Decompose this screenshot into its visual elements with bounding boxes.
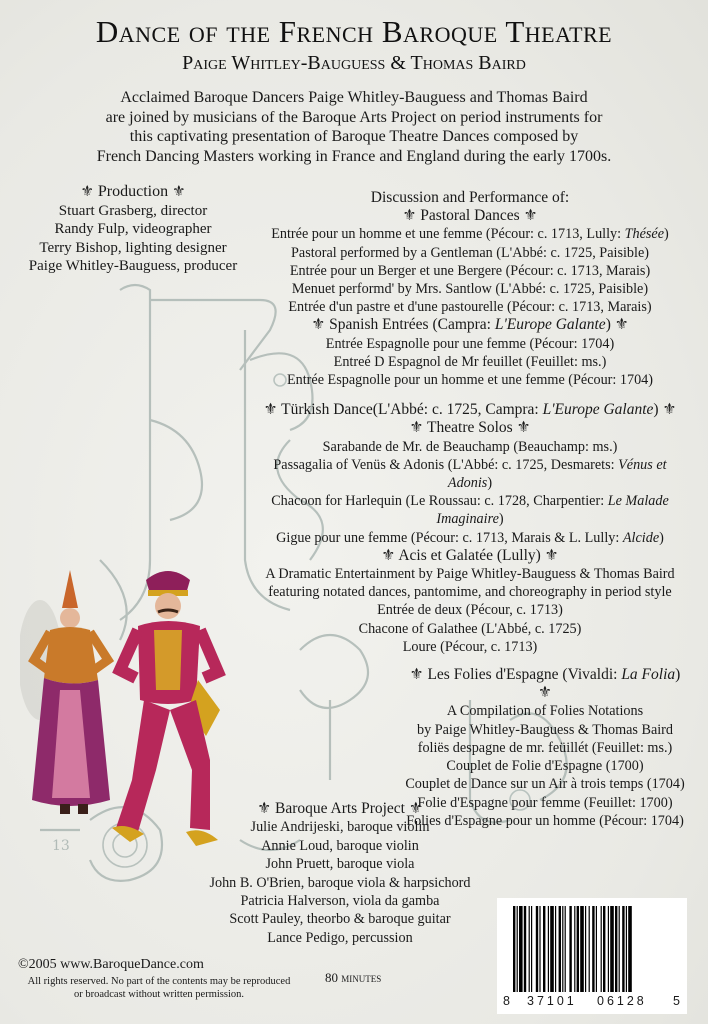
line-close: ): [675, 666, 681, 684]
pastoral-heading-label: Pastoral Dances: [420, 207, 520, 225]
program-line: Entrée Espagnolle pour une femme (Pécour: 1704): [325, 335, 615, 352]
barcode-digit: 8: [503, 994, 510, 1008]
program-line: A Dramatic Entertainment by Paige Whitley-Bauguess & Thomas Baird: [265, 566, 675, 583]
barcode-bar: [628, 906, 632, 992]
turkish-heading-label: Türkish Dance(L'Abbé: c. 1725, Campra:: [281, 401, 543, 419]
work-title: La Folia: [621, 666, 676, 684]
program-line: Pastoral performed by a Gentleman (L'Abbé: c. 1725, Paisible): [291, 244, 649, 261]
folies-heading: [255, 666, 685, 702]
program-line: Couplet de Dance sur un Air à trois temps (1704): [405, 776, 685, 793]
line-close: ): [498, 511, 504, 528]
barcode-bar: [626, 906, 627, 992]
credit-line: Terry Bishop, lighting designer: [39, 239, 227, 256]
line-text: Passagalia of Venüs & Adonis (L'Abbé: c. 1725, Desmarets:: [273, 456, 619, 473]
line-text: Entrée pour un homme et une femme (Pécour: c. 1713, Lully:: [271, 226, 625, 243]
fleur-de-lis-icon: ⚜: [80, 184, 94, 200]
fleur-de-lis-icon: ⚜: [311, 316, 326, 334]
production-credits: [18, 183, 248, 276]
copyright-website: ©2005 www.BaroqueDance.com: [18, 957, 204, 972]
line-close: ): [653, 401, 659, 419]
fleur-de-lis-icon: ⚜: [614, 316, 629, 334]
program-line: [255, 225, 685, 243]
spanish-heading: [255, 316, 685, 334]
program-line: foliës despagne de mr. feüillét (Feuillet: ms.): [417, 739, 673, 756]
barcode-bar: [610, 906, 614, 992]
work-title: L'Europe Galante: [494, 316, 606, 334]
barcode-bar: [548, 906, 549, 992]
musician-line: Annie Loud, baroque violin: [261, 837, 419, 854]
barcode-bar: [569, 906, 571, 992]
barcode-bar: [562, 906, 563, 992]
barcode-bars: [511, 906, 673, 992]
barcode-bar: [536, 906, 538, 992]
program-line: [255, 529, 685, 547]
bap-heading: [160, 800, 520, 818]
barcode-bar: [589, 906, 590, 992]
barcode-bar: [608, 906, 609, 992]
svg-text:13: 13: [52, 838, 70, 854]
intro-line: this captivating presentation of Baroque Theatre Dances composed by: [129, 128, 579, 145]
musician-line: Julie Andrijeski, baroque violin: [250, 819, 430, 836]
barcode-bar: [622, 906, 624, 992]
program-line: [255, 456, 685, 492]
solos-heading-label: Theatre Solos: [427, 419, 513, 437]
acis-heading-label: Acis et Galatée (Lully): [398, 546, 541, 564]
barcode-bar: [565, 906, 566, 992]
intro-paragraph: [60, 88, 648, 166]
intro-line: Acclaimed Baroque Dancers Paige Whitley-Bauguess and Thomas Baird: [120, 89, 588, 106]
barcode-bar: [550, 906, 554, 992]
program-line: Chacone of Galathee (L'Abbé, c. 1725): [358, 620, 582, 637]
production-heading-label: Production: [97, 183, 169, 200]
folies-heading-label: Les Folies d'Espagne (Vivaldi:: [427, 666, 622, 684]
musician-line: John B. O'Brien, baroque viola & harpsichord: [209, 874, 471, 891]
program-line: featuring notated dances, pantomime, and choreography in period style: [268, 584, 672, 601]
program-line: Menuet performd' by Mrs. Santlow (L'Abbé: c. 1725, Paisible): [291, 281, 649, 298]
barcode-bar: [603, 906, 605, 992]
barcode-digit-group: 06128: [597, 994, 647, 1008]
fleur-de-lis-icon: ⚜: [516, 419, 531, 437]
upc-barcode: [497, 898, 687, 1014]
page-title: Dance of the French Baroque Theatre: [95, 14, 613, 49]
barcode-bar: [619, 906, 620, 992]
musician-line: Lance Pedigo, percussion: [267, 929, 413, 946]
barcode-bar: [592, 906, 594, 992]
work-title: L'Europe Galante: [542, 401, 654, 419]
fleur-de-lis-icon: ⚜: [408, 800, 423, 817]
barcode-bar: [596, 906, 597, 992]
barcode-bar: [513, 906, 515, 992]
fleur-de-lis-icon: ⚜: [538, 684, 552, 702]
work-title: Alcide: [622, 529, 660, 546]
program-line: Entrée Espagnolle pour un homme et une femme (Pécour: 1704): [286, 372, 653, 389]
baroque-arts-project: [160, 800, 520, 947]
program-intro: Discussion and Performance of:: [370, 189, 570, 206]
fleur-de-lis-icon: ⚜: [402, 207, 417, 225]
barcode-bar: [531, 906, 532, 992]
fleur-de-lis-icon: ⚜: [263, 401, 278, 419]
barcode-bar: [524, 906, 526, 992]
barcode-bar: [539, 906, 540, 992]
program-line: A Compilation of Folies Notations: [446, 703, 644, 720]
production-heading: [18, 183, 248, 202]
program-listing: [255, 189, 685, 830]
program-line: Entrée pour un Berger et une Bergere (Pécour: c. 1713, Marais): [289, 262, 651, 279]
intro-line: are joined by musicians of the Baroque Arts Project on period instruments for: [105, 108, 603, 126]
line-close: ): [605, 316, 611, 334]
line-text: Gigue pour une femme (Pécour: c. 1713, Marais & L. Lully:: [276, 529, 623, 546]
work-title: Thésée: [624, 226, 665, 243]
fleur-de-lis-icon: ⚜: [523, 207, 538, 225]
barcode-bar: [529, 906, 530, 992]
intro-line: French Dancing Masters working in France and England during the early 1700s.: [96, 147, 612, 165]
program-line: Sarabande de Mr. de Beauchamp (Beauchamp: ms.): [322, 438, 618, 455]
barcode-bar: [555, 906, 556, 992]
program-line: Entrée d'un pastre et d'une pastourelle (Pécour: c. 1713, Marais): [288, 299, 652, 316]
barcode-bar: [574, 906, 575, 992]
credit-line: Randy Fulp, videographer: [54, 221, 212, 237]
barcode-bar: [577, 906, 579, 992]
barcode-bar: [580, 906, 584, 992]
line-close: ): [487, 475, 493, 492]
fleur-de-lis-icon: ⚜: [409, 419, 424, 437]
line-text: Chacoon for Harlequin (Le Roussau: c. 1728, Charpentier:: [271, 493, 608, 510]
fleur-de-lis-icon: ⚜: [409, 666, 424, 684]
musician-line: Patricia Halverson, viola da gamba: [240, 893, 440, 910]
credit-line: Paige Whitley-Bauguess, producer: [28, 258, 238, 274]
runtime-label: 80 minutes: [325, 970, 382, 985]
pastoral-heading: [255, 207, 685, 225]
bap-heading-label: Baroque Arts Project: [274, 800, 405, 817]
program-line: Entrée de deux (Pécour, c. 1713): [377, 602, 563, 619]
barcode-bar: [543, 906, 545, 992]
fleur-de-lis-icon: ⚜: [381, 546, 396, 564]
fleur-de-lis-icon: ⚜: [544, 546, 559, 564]
fleur-de-lis-icon: ⚜: [172, 184, 186, 200]
barcode-digit-group: 37101: [527, 994, 577, 1008]
musician-line: Scott Pauley, theorbo & baroque guitar: [229, 911, 451, 928]
work-title: Le Malade Imaginaire: [436, 493, 669, 528]
acis-heading: [255, 547, 685, 565]
program-line: by Paige Whitley-Bauguess & Thomas Baird: [417, 721, 673, 738]
barcode-bar: [615, 906, 617, 992]
barcode-digit: 5: [673, 994, 680, 1008]
line-close: ): [664, 226, 669, 243]
solos-heading: [255, 419, 685, 437]
fleur-de-lis-icon: ⚜: [257, 800, 272, 817]
barcode-bar: [519, 906, 523, 992]
musician-line: John Pruett, baroque viola: [265, 856, 415, 873]
program-line: [255, 492, 685, 528]
program-line: Entreé D Espagnol de Mr feuillet (Feuillet: ms.): [333, 353, 607, 370]
program-line: Folies d'Espagne pour un homme (Pécour: 1704): [406, 812, 684, 829]
program-line: Folie d'Espagne pour femme (Feuillet: 1700): [417, 794, 673, 811]
spanish-heading-label: Spanish Entrées (Campra:: [329, 316, 495, 334]
barcode-bar: [517, 906, 518, 992]
barcode-bar: [559, 906, 561, 992]
performers-subtitle: Paige Whitley-Bauguess & Thomas Baird: [182, 52, 526, 74]
fleur-de-lis-icon: ⚜: [662, 401, 677, 419]
work-title: Vénus et Adonis: [447, 456, 667, 492]
program-line: Loure (Pécour, c. 1713): [402, 638, 538, 655]
program-line: Couplet de Folie d'Espagne (1700): [446, 758, 644, 775]
credit-line: Stuart Grasberg, director: [58, 202, 208, 219]
line-close: ): [659, 529, 664, 546]
rights-notice: All rights reserved. No part of the contents may be reproduced or broadcast without written permission.: [27, 976, 291, 1000]
turkish-heading: [255, 401, 685, 419]
barcode-bar: [585, 906, 586, 992]
barcode-bar: [601, 906, 602, 992]
